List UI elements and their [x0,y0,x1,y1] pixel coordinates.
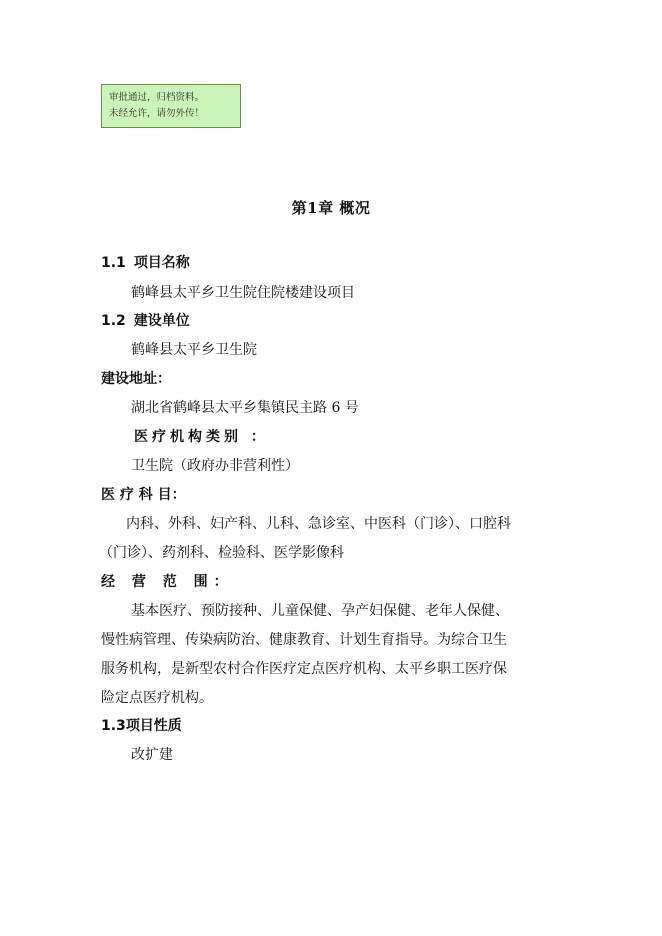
section-number: 1.3 [101,718,126,734]
section-title: 建设单位 [133,313,190,329]
business-scope-line-4: 险定点医疗机构。 [101,690,213,706]
stamp-line-2: 未经允许，请勿外传！ [109,108,205,119]
section-title: 项目名称 [133,255,190,271]
business-scope-line-1: 基本医疗、预防接种、儿童保健、孕产妇保健、老年人保健、 [131,603,509,619]
section-title: 项目性质 [125,718,182,734]
business-scope-heading: 经 营 范 围： [101,574,234,590]
chapter-title: 第1章 概况 [291,199,371,217]
departments-line-1: 内科、外科、妇产科、儿科、急诊室、中医科（门诊）、口腔科 [126,516,511,532]
approval-stamp [101,84,241,128]
project-nature-value: 改扩建 [131,747,173,763]
section-heading-construction-unit [101,311,190,331]
construction-unit-value: 鹤峰县太平乡卫生院 [131,342,257,358]
business-scope-line-3: 服务机构，是新型农村合作医疗定点医疗机构、太平乡职工医疗保 [101,661,507,677]
departments-line-2: （门诊）、药剂科、检验科、医学影像科 [99,545,344,561]
project-name-value: 鹤峰县太平乡卫生院住院楼建设项目 [131,285,355,301]
address-value: 湖北省鹤峰县太平乡集镇民主路 6 号 [131,400,359,416]
institution-type-value: 卫生院（政府办非营利性） [131,458,299,474]
departments-heading: 医 疗 科 目： [101,487,186,503]
stamp-line-1: 审批通过，归档资料。 [109,92,205,103]
section-heading-project-nature [101,716,182,736]
section-heading-project-name [101,253,190,273]
institution-type-heading: 医疗机构类别 ： [134,429,269,445]
business-scope-line-2: 慢性病管理、传染病防治、健康教育、计划生育指导。为综合卫生 [101,632,507,648]
address-heading: 建设地址： [101,371,171,387]
section-number: 1.1 [101,255,126,271]
section-number: 1.2 [101,313,126,329]
